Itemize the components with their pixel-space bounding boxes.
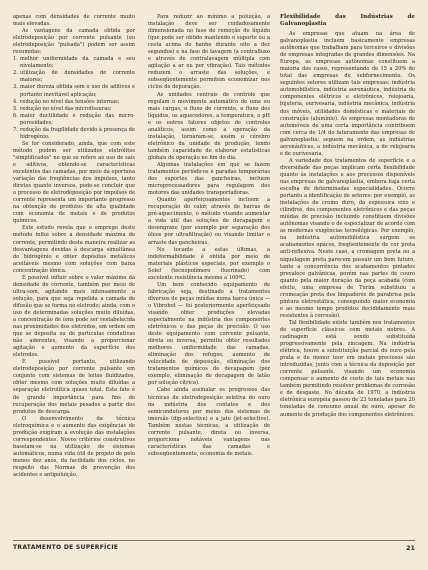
paragraph: O desenvolvimento da técnica eletroquímica e o aumento das exigências de produção exigiram a evolução das instalações correspondentes. Novos critérios construtivos baseiam-se na utilização de sistemas automáticos, numa vida útil de projeto de pelo menos dez anos, da facilidade dos ciclos, no respeito das Normas de prevenção dos acidentes e antipoluição. bbox=[13, 415, 135, 479]
paragraph: As unidades centrais de controle que regulam o movimento automático de uma ou mais cargas, o fluxo de corrente, o fluxo dos líquidos, os aquecedores, a temperatura, o pH e os outros fatores objetos de controles analíticos, assim como a operação da instalação, tornaram-se, assim o cérebro eletrônico da unidade de produção, tendo também capacidade de elaborar estatísticas globais de operação no fim do dia. bbox=[148, 91, 270, 161]
text-column-1 bbox=[13, 14, 135, 479]
list-item: 5. redução no nível das microfissuras; bbox=[13, 105, 112, 112]
paragraph: As vantagens da camada obtida por eletrodeposição por corrente pulsante (ou eletrodeposição "pulsada") podem ser assim resumidas: bbox=[13, 28, 135, 56]
paragraph: É possível portanto, utilizando eletrodeposição por corrente pulsante em conjunto com sistemas de leitos fluidizados, obter mesmo com soluções muito diluídas a separação eletrolítica quase total. Este fato é de grande importância para fins de recuperação dos metais pesados a partir dos produtos de descarga. bbox=[13, 359, 135, 415]
paragraph: Quanto aperfeiçoamentos incluem a recuperação do calor, através de barras de pré-aquecimento, o método visando aumentar a vida útil das soluções de decapagem e desengraxe (por exemplo por separação dos óleos por ultrafiltração) ou visando limitar o arraste das gancheiras. bbox=[148, 197, 270, 246]
text-column-2 bbox=[148, 14, 270, 458]
paragraph: Cabe ainda assinalar os progressos das técnicas de eletrodeposição seletiva do ouro na indústria dos contatos e dos semicondutores por meios dos sistemas de imersão (dip-selective) e a jato (jet-selective). Também nestas técnicas, a utilização de corrente pulsante, direta ou inversa, proporciona notáveis vantagens nas características das camadas e subseqüentemente, economia de metais. bbox=[148, 387, 270, 457]
list-item: 2. utilização de densidades de corrente maiores; bbox=[13, 70, 135, 84]
paragraph: As empresas que atuam na área de galvanoplastia incluem basicamente empresas autônomas que trabalham para terceiros e divisões de empresas integradas de grandes dimensões. Na Europa, as empresas autônomas constituem a maioria dos casos, representando de 15 a 20% do total das empresas de subfornecimento. Os seguintes setores utilizam tais empresas: indústria automobilística, indústria aeronáutica, indústria de componentes elétricos e eletrônicos, relojoaria, bijuteria, ourivesaria, indústria mecânica, indústria dos móveis, utilidades domésticas e materiais de construção (alumínio). As empresas montadoras de automóveis de uma certa importância contribuem com cerca de 1/4 do faturamento das empresas de galvanoplastia; seguem na ordem, as indústrias aeronáuticas, a indústria mecânica, a de relojoaria e de ourivesaria. bbox=[280, 31, 415, 157]
list-item: 3. maior dureza obtida sem o uso de aditivos e portanto inevitável aplicação; bbox=[13, 84, 135, 98]
list-item: 7. redução da fragilidade devido à presença de hidrogênio. bbox=[13, 126, 135, 140]
paragraph: apenas com densidades de corrente muito mais elevadas. bbox=[13, 14, 135, 28]
paragraph: Algumas instalações em que se fazem tratamentos periódicos e paradas temporárias dos suportes das gancheiras, incluem microprocessadores para regulagem dos motores das unidades transportadoras. bbox=[148, 161, 270, 197]
paragraph: A variedade dos tratamentos de superfície e a diversidade das peças implicam certa flexibilidade quanto às instalações e aos processos disponíveis nas empresas de galvanoplastia, embora haja certa escolha de determinadas especialidades. Ocorre portanto a identificação de setores: por exemplo, as instalações de cromo duro, da espessura eixo e cilindros, dos componentes eletrônicos e das peças miúdas de precisão incluindo constituem divisões autônomas visando o de especializar de acordo com as modernas exigências tecnológicas. Por exemplo, na indústria automobilística surgem os acabamentos opacos, freqüentemente de cor preta anti-reflexiva. Neste caso, a cromagem preta ou a niquelagem preta parecem possuir um bom futuro, tanto a concorrência dos acabamentos pintados prevalece galvânicas, porém nas partes de couro quanto pela maior duração da peça acabada (com efeito, uma empresa de Turim substituiu a cromeação preta dos limpadores de parabrisa pela pintura eletrostática, conseguindo maior economia e ao mesmo tempo produtos decididamente mais resistentes à corrosão). bbox=[280, 157, 415, 319]
text-column-3 bbox=[280, 14, 415, 419]
paragraph: Para reduzir ao mínimo a poluição, a instalação deve ser cuidadosamente dimensionada no fase de remoção de líquido (que pode ser obtido mantendo o suporte ou a cesta acima do banho durante oito a dez segundos) e na fase de lavagem (a contrafluxo e através de contralavagem múltipla com agitação a ar ou por vibração). Tais métodos reduzem o arraste das soluções, e subseqüentemente permitem economizar nos ciclos de depuração. bbox=[148, 14, 270, 91]
paragraph: No tocante a estas últimas, a indeformabilidade é obtida por meio de materiais plásticos especiais, por exemplo o Solef (tecnopolímero fluorinado) com excelente resistência mesmo a 160ºC. bbox=[148, 246, 270, 281]
list-item: 4. redução no nível das tensões internas; bbox=[13, 98, 120, 105]
paragraph: Este estudo revela que o emprego deste método influi sobre a densidade máxima de corrente, permitindo desta maneira realizar as desvantagens devidas à descarga simultânea do hidrogênio e obter depósitos metálicos aceitáveis mesmo com soluções com baixa concentração iônica. bbox=[13, 225, 135, 274]
paragraph: Se for considerado, ainda, que com este método podem ser utilizados eletrólitos "simplificados" no que se refere ao uso de sais e aditivos, obtendo-se características excelentes das camadas, por meio da oportuna variação das freqüências dos impulsos, tanto diretos quanto inversos, pode-se concluir que o processo de eletrodeposição por impulsos de corrente representa um importante progresso na obtenção de produtos de alta qualidade com economia de metais e de produtos químicos. bbox=[13, 140, 135, 225]
paragraph: É possível influir sobre o valor máximo da densidade de corrente, também por meio de ultra-som, agitando mais intensamente a solução, para que seja repelida a camada de difusão que se forma no eletrodo; ainda, com o uso de determinadas soluções muito diluídas, a concentração de íons pode ser restabelecida nas proximidades dos eletrodos, em ordem em que se deposita ou de partículas condutivas não aderentes, visando a proporcionar agitação e aumento da superfície dos eletrodos. bbox=[13, 274, 135, 359]
list-item: 6. maior ductilidade e redução das micro-porosidades; bbox=[13, 112, 135, 126]
section-heading: Flexibilidade das Indústrias de Galvanoplastia bbox=[280, 14, 415, 27]
paragraph: Tal flexibilidade existe também nos tratamentos de superfície clássicos com metais nobres. A cadinagem está sendo substituída progressivamente pela zincagem. Na indústria elétrica, houve a substituição parcial do ouro pela prata e de menor teor em metais preciosos são introduzidas, junto com a técnica da deposição por corrente pulsante, visando um economia compensar o aumento de custo de tais metais nas também permitindo resolver problemas de corrosão e de desgaste. No década de 1970, a indústria eletrônica européia passou de 23 toneladas para 20 toneladas de consumo anual de ouro, apesar do aumento de produção dos componentes eletrônicos. bbox=[280, 319, 415, 418]
publication-name: TRATAMENTO DE SUPERFÍCIE bbox=[13, 544, 119, 551]
list-item: 1. melhor uniformidade da camada e seu nivelamento; bbox=[13, 56, 135, 70]
paragraph: Um bem conhecido equipamento de fabricação seja, destinado a tratamentos diversos de peças miúdas numa barca única — o Vibrobot — foi posteriormente aperfeiçoado visando obter produções elevadas especialmente na indústria dos componentes eletrônicos e das peças de precisão. O uso deste equipamento com corrente pulsante, direta ou inversa, permitiu obter resultados melhores uniformidade das camadas, eliminação dos refugos, aumento de velocidade de deposição, eliminação dos tratamentos químicos de decapagem (por exemplo, eliminação de decapagem de latão por solução cítrica). bbox=[148, 281, 270, 387]
page-number: 21 bbox=[405, 544, 415, 552]
page-footer bbox=[13, 540, 415, 555]
